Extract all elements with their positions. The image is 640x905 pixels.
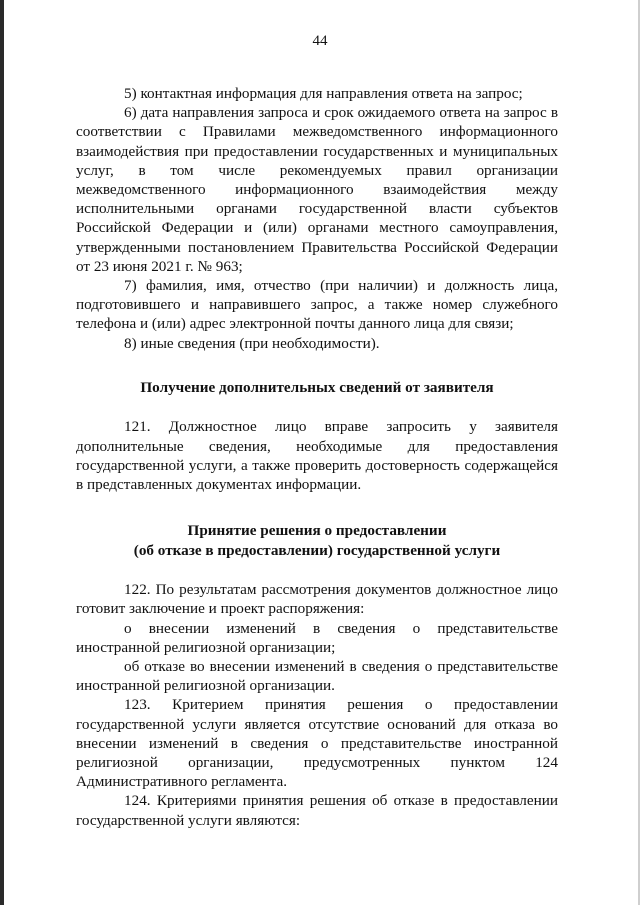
list-item-5: 5) контактная информация для направления ответа на запрос; xyxy=(124,85,523,102)
paragraph-123: 123. Критерием принятия решения о предоставлении государственной услуги является отсутствие оснований для отказа во внесении изменений в сведения о представительстве иностранной религиозной организации, предусмотренных пунктом 124 Административного регламента. xyxy=(76,696,558,791)
paragraph-121: 121. Должностное лицо вправе запросить у заявителя дополнительные сведения, необходимые для предоставления государственной услуги, а также проверить достоверность содержащейся в представленных документах информации. xyxy=(76,418,558,493)
section-heading-decision-line1: Принятие решения о предоставлении xyxy=(187,522,447,540)
paragraph-122-option-a: о внесении изменений в сведения о представительстве иностранной религиозной организации; xyxy=(76,619,558,656)
list-item-6: 6) дата направления запроса и срок ожидаемого ответа на запрос в соответствии с Правилами межведомственного информационного взаимодействия при предоставлении государственных и муниципальных услуг, в том числе рекомендуемых правил организации межведомственного информационного взаимодействия между исполнительными органами государственной власти субъектов Российской Федерации и (или) органами местного самоуправления, утвержденными постановлением Правительства Российской Федерации от 23 июня 2021 г. № 963; xyxy=(76,104,558,275)
paragraph-122-option-b: об отказе во внесении изменений в сведения о представительстве иностранной религиозной организации. xyxy=(76,657,558,695)
page-number: 44 xyxy=(312,33,328,49)
section-heading-decision-line2: (об отказе в предоставлении) государственной услуги xyxy=(133,541,501,559)
scan-left-edge xyxy=(0,0,4,905)
list-item-8: 8) иные сведения (при необходимости). xyxy=(124,334,380,352)
paragraph-122: 122. По результатам рассмотрения документов должностное лицо готовит заключение и проект распоряжения: xyxy=(76,581,558,618)
list-item-7: 7) фамилия, имя, отчество (при наличии) и должность лица, подготовившего и направившего запрос, а также номер служебного телефона и (или) адрес электронной почты данного лица для связи; xyxy=(76,277,558,333)
document-body xyxy=(76,84,558,830)
paragraph-124: 124. Критериями принятия решения об отказе в предоставлении государственной услуги являются: xyxy=(76,792,558,829)
section-heading-additional-info: Получение дополнительных сведений от заявителя xyxy=(140,378,494,396)
